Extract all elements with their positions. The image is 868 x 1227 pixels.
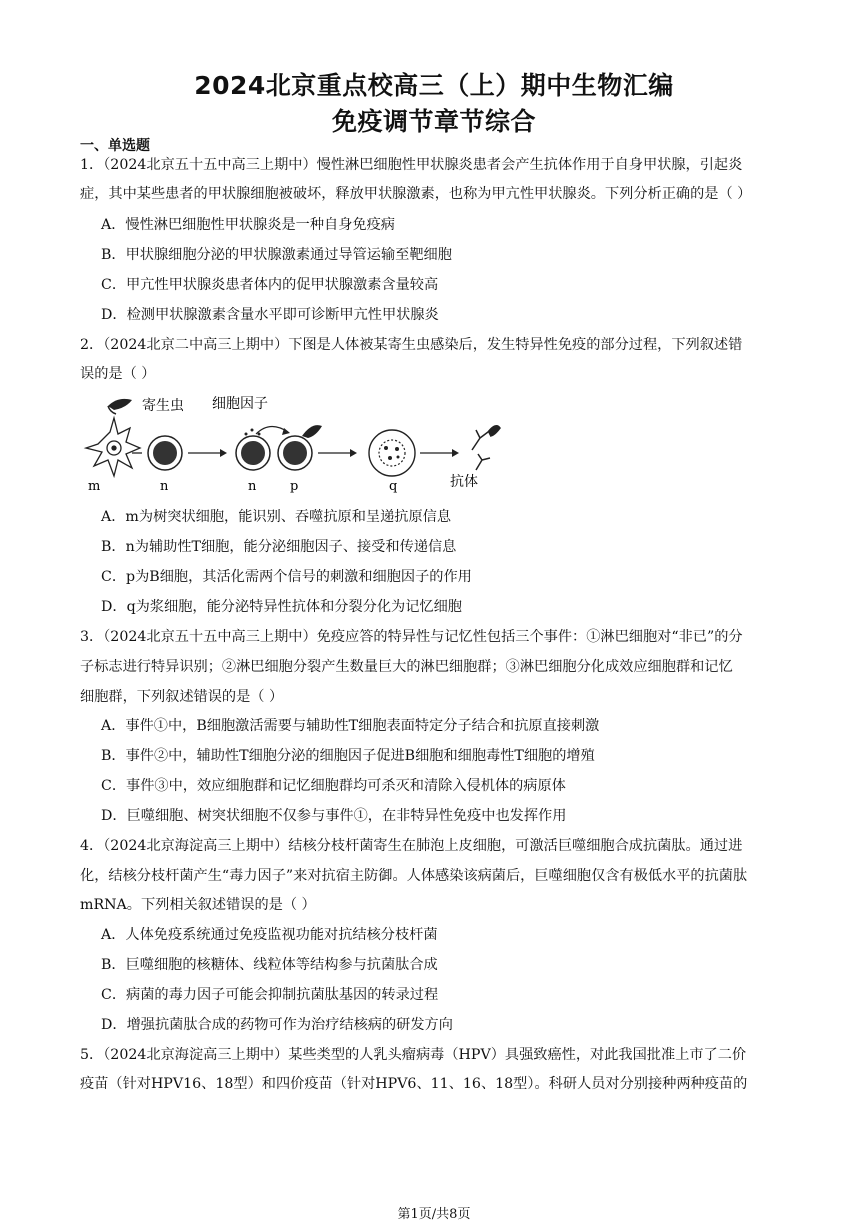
label-n: n	[160, 479, 169, 494]
question-5-stem: 5．（2024北京海淀高三上期中）某些类型的人乳头瘤病毒（HPV）具强致癌性，对此我国批准上市了二价	[80, 1047, 747, 1063]
label-p: p	[290, 479, 299, 494]
label-m: m	[88, 479, 101, 494]
question-4-stem: 4．（2024北京海淀高三上期中）结核分枝杆菌寄生在肺泡上皮细胞，可激活巨噬细胞合成抗菌肽。通过进	[80, 838, 743, 854]
question-3-option-c: C．事件③中，效应细胞群和记忆细胞群均可杀灭和清除入侵机体的病原体	[101, 778, 566, 794]
cell-q	[369, 430, 415, 476]
label-n-second: n	[248, 479, 257, 494]
question-1-stem-cont: 症，其中某些患者的甲状腺细胞被破坏，释放甲状腺激素，也称为甲亢性甲状腺炎。下列分析正确的是（ ）	[80, 186, 752, 202]
page-footer: 第1页/共8页	[397, 1207, 471, 1222]
arrow-2	[318, 449, 357, 457]
question-3-option-a: A．事件①中，B细胞激活需要与辅助性T细胞表面特定分子结合和抗原直接刺激	[101, 718, 600, 734]
question-3-option-d: D．巨噬细胞、树突状细胞不仅参与事件①，在非特异性免疫中也发挥作用	[101, 808, 567, 824]
question-2-option-d: D．q为浆细胞，能分泌特异性抗体和分裂分化为记忆细胞	[101, 599, 462, 615]
question-2-option-c: C．p为B细胞，其活化需两个信号的刺激和细胞因子的作用	[101, 569, 472, 585]
parasite-icon	[108, 399, 132, 414]
immune-process-figure	[80, 392, 510, 500]
section-heading: 一、单选题	[80, 138, 150, 154]
question-4-option-d: D．增强抗菌肽合成的药物可作为治疗结核病的研发方向	[101, 1017, 453, 1033]
question-3-stem-cont: 子标志进行特异识别；②淋巴细胞分裂产生数量巨大的淋巴细胞群；③淋巴细胞分化成效应细胞群和记忆	[80, 659, 733, 675]
question-1-stem: 1．（2024北京五十五中高三上期中）慢性淋巴细胞性甲状腺炎患者会产生抗体作用于自身甲状腺，引起炎	[80, 157, 743, 173]
question-1-option-a: A．慢性淋巴细胞性甲状腺炎是一种自身免疫病	[101, 217, 395, 233]
dendritic-cell-m	[86, 418, 140, 476]
question-3-stem-cont2: 细胞群，下列叙述错误的是（ ）	[80, 689, 284, 705]
question-3-stem: 3．（2024北京五十五中高三上期中）免疫应答的特异性与记忆性包括三个事件：①淋巴细胞对“非已”的分	[80, 629, 743, 645]
question-3-option-b: B．事件②中，辅助性T细胞分泌的细胞因子促进B细胞和细胞毒性T细胞的增殖	[101, 748, 595, 764]
antibody-icon	[472, 426, 500, 470]
question-4-option-a: A．人体免疫系统通过免疫监视功能对抗结核分枝杆菌	[101, 927, 438, 943]
page-title: 2024北京重点校高三（上）期中生物汇编	[194, 71, 674, 100]
question-5-stem-cont: 疫苗（针对HPV16、18型）和四价疫苗（针对HPV6、11、16、18型）。科研人员对分别接种两种疫苗的	[80, 1076, 748, 1092]
question-2-option-b: B．n为辅助性T细胞，能分泌细胞因子、接受和传递信息	[101, 539, 457, 555]
question-2-stem: 2．（2024北京二中高三上期中）下图是人体被某寄生虫感染后，发生特异性免疫的部分过程，下列叙述错	[80, 337, 743, 353]
question-4-option-c: C．病菌的毒力因子可能会抑制抗菌肽基因的转录过程	[101, 987, 439, 1003]
question-1-option-d: D．检测甲状腺激素含量水平即可诊断甲亢性甲状腺炎	[101, 307, 439, 323]
label-q: q	[389, 479, 398, 494]
label-parasite: 寄生虫	[142, 398, 184, 414]
label-antibody: 抗体	[450, 474, 478, 490]
antigen-icon	[302, 425, 322, 438]
question-1-option-b: B．甲状腺细胞分泌的甲状腺激素通过导管运输至靶细胞	[101, 247, 452, 263]
question-1-option-c: C．甲亢性甲状腺炎患者体内的促甲状腺激素含量较高	[101, 277, 439, 293]
arrow-1	[188, 449, 227, 457]
page-subtitle: 免疫调节章节综合	[331, 107, 536, 136]
label-cytokine: 细胞因子	[212, 396, 268, 412]
question-4-stem-cont: 化，结核分枝杆菌产生“毒力因子”来对抗宿主防御。人体感染该病菌后，巨噬细胞仅含有极低水平的抗菌肽	[80, 868, 748, 884]
arrow-3	[420, 449, 459, 457]
question-4-option-b: B．巨噬细胞的核糖体、线粒体等结构参与抗菌肽合成	[101, 957, 438, 973]
question-2-option-a: A．m为树突状细胞，能识别、吞噬抗原和呈递抗原信息	[101, 509, 452, 525]
question-2-stem-cont: 误的是（ ）	[80, 366, 156, 382]
question-4-stem-cont2: mRNA。下列相关叙述错误的是（ ）	[80, 897, 316, 913]
